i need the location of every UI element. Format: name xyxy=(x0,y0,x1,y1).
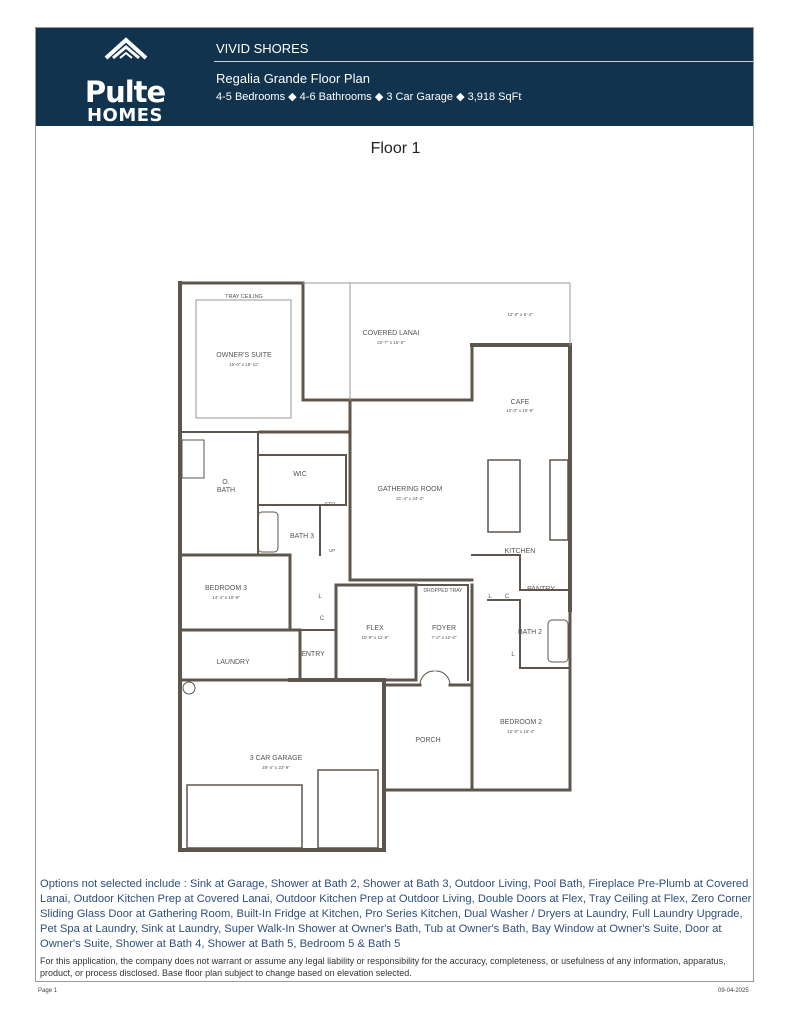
page-number: Page 1 xyxy=(38,988,58,994)
dim-cafe: 12'-0" x 15'-9" xyxy=(506,408,534,413)
foyer-door xyxy=(420,671,450,685)
dim-garage: 29'-4" x 22'-9" xyxy=(262,765,290,770)
label-wic: WIC xyxy=(293,471,307,478)
legal-disclaimer: For this application, the company does not warrant or assume any legal liability or responsibility for the accuracy, completeness, or usefulness of any information, apparatus, product, or process disclosed. Base floor plan subject to change based on elevation selected. xyxy=(40,956,726,978)
floor-title: Floor 1 xyxy=(370,140,421,157)
label-foyer: FOYER xyxy=(431,625,457,632)
lanai-bottom-wall xyxy=(260,400,350,432)
label-closet-l-3: L xyxy=(511,652,515,658)
logo-wordmark: Pulte xyxy=(84,75,166,109)
label-flex: FLEX xyxy=(366,625,384,632)
kitchen-counter xyxy=(550,460,568,540)
label-bedroom2: BEDROOM 2 xyxy=(499,719,543,726)
label-covered-lanai: COVERED LANAI xyxy=(362,330,420,337)
label-gathering-room: GATHERING ROOM xyxy=(377,486,443,493)
dim-bedroom2: 12'-0" x 15'-4" xyxy=(507,729,535,734)
label-closet-l-2: L xyxy=(488,594,492,600)
label-closet-c-2: C xyxy=(504,594,510,600)
bath2-tub xyxy=(548,620,568,662)
label-tray-ceiling: TRAY CEILING xyxy=(225,294,263,300)
label-porch: PORCH xyxy=(415,737,441,744)
kitchen-wall xyxy=(472,555,570,590)
tray-ceiling-outline xyxy=(196,300,291,418)
obath-tub xyxy=(182,440,204,478)
footer-date: 09-04-2025 xyxy=(718,988,749,994)
label-dropped-tray: DROPPED TRAY xyxy=(423,588,463,594)
plan-name: Regalia Grande Floor Plan xyxy=(216,71,370,86)
label-cafe: CAFE xyxy=(510,399,530,406)
label-kitchen: KITCHEN xyxy=(504,548,536,555)
laundry-wall xyxy=(180,630,300,680)
label-closet-c-1: C xyxy=(319,616,325,622)
bedroom3-wall xyxy=(180,555,290,630)
label-owners-suite: OWNER'S SUITE xyxy=(216,352,272,359)
dim-bedroom3: 14'-4" x 10'-9" xyxy=(212,595,240,600)
label-entry: ENTRY xyxy=(301,651,325,658)
garage-door-left xyxy=(187,785,302,848)
community-name: VIVID SHORES xyxy=(216,41,309,56)
label-closet-l-1: L xyxy=(318,594,322,600)
plan-specs: 4-5 Bedrooms ◆ 4-6 Bathrooms ◆ 3 Car Garage ◆ 3,918 SqFt xyxy=(216,91,522,103)
options-not-selected: Options not selected include : Sink at Garage, Shower at Bath 2, Shower at Bath 3, Outdoor Living, Pool Bath, Fireplace Pre-Plumb at Covered Lanai, Outdoor Kitchen Prep at Covered Lanai, Outdoor Kitchen Prep at Outdoor Living, Double Doors at Flex, Tray Ceiling at Flex, Zero Corner Sliding Glass Door at Gathering Room, Built-In Fridge at Kitchen, Pro Series Kitchen, Dual Washer / Dryers at Laundry, Full Laundry Upgrade, Pet Spa at Laundry, Sink at Laundry, Super Walk-In Shower at Owner's Bath, Tub at Owner's Bath, Bay Window at Owner's Suite, Door at Owner's Suite, Shower at Bath 4, Shower at Bath 5, Bedroom 5 & Bath 5 xyxy=(40,878,752,950)
label-pantry: PANTRY xyxy=(527,586,555,593)
dim-owners-suite: 16'-0" x 19'-11" xyxy=(229,362,259,367)
dim-lanai-ext: 12'-0" x 5'-4" xyxy=(507,312,533,317)
label-garage: 3 CAR GARAGE xyxy=(249,755,303,762)
garage-door-right xyxy=(318,770,378,848)
dim-covered-lanai: 22'-7" x 15'-0" xyxy=(377,340,405,345)
label-obath-2: BATH xyxy=(216,487,236,494)
label-obath-1: O. xyxy=(222,479,230,486)
label-bath3: BATH 3 xyxy=(290,533,314,540)
wic-wall xyxy=(258,455,346,505)
laundry-appliance xyxy=(183,682,195,694)
floor-plan xyxy=(170,275,580,855)
label-sto: STO xyxy=(324,502,336,508)
dim-flex: 10'-9" x 11'-8" xyxy=(361,635,389,640)
label-up: UP xyxy=(328,548,336,553)
dim-foyer: 7'-2" x 12'-0" xyxy=(431,635,457,640)
header-banner xyxy=(36,28,753,126)
label-bath2: BATH 2 xyxy=(518,629,542,636)
flex-wall xyxy=(336,585,416,680)
header-divider xyxy=(214,61,753,62)
dim-gathering-room: 21'-4" x 24'-2" xyxy=(396,496,424,501)
cafe-left-wall xyxy=(350,345,472,400)
kitchen-island xyxy=(488,460,520,532)
foyer-wall xyxy=(416,585,468,680)
logo-homes: HOMES xyxy=(86,105,164,126)
label-bedroom3: BEDROOM 3 xyxy=(204,585,248,592)
bath3-tub xyxy=(258,512,278,552)
label-laundry: LAUNDRY xyxy=(216,659,250,666)
